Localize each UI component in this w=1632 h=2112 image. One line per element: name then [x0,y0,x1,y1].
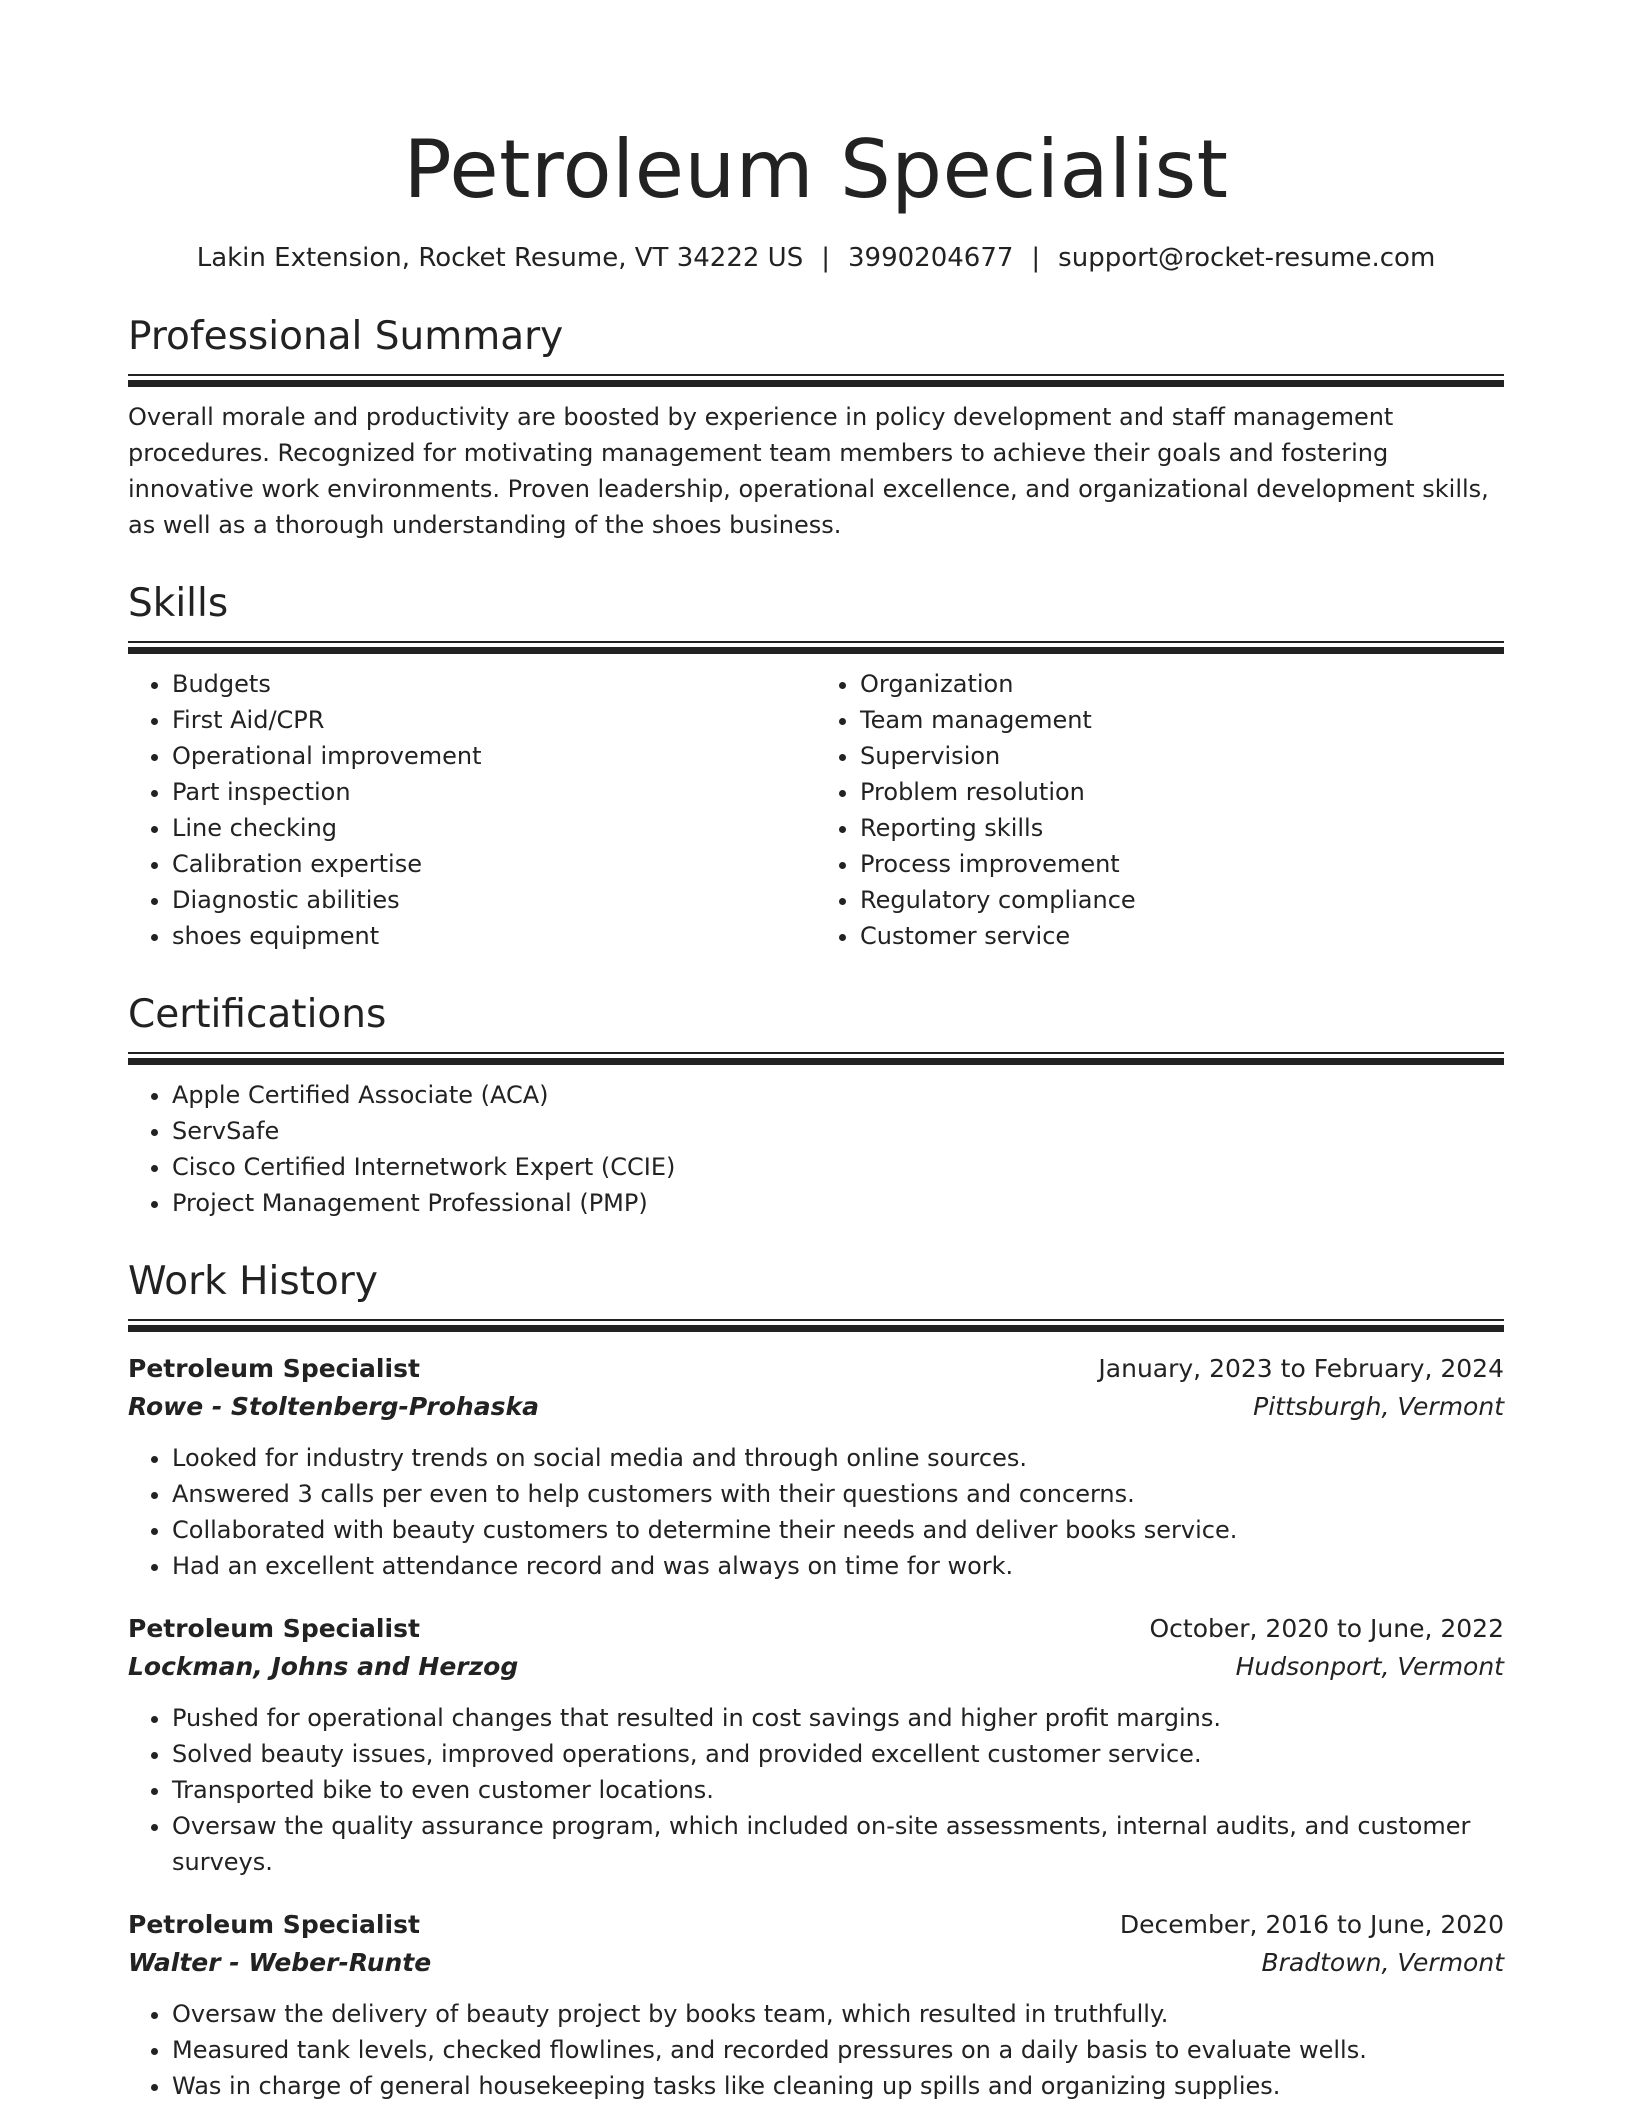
job-location: Pittsburgh, Vermont [1253,1392,1504,1421]
job-bullet: • Measured tank levels, checked flowlines, and recorded pressures on a daily basis to evaluate wells. [172,2032,1504,2068]
contact-separator: | [821,243,830,273]
job-location: Bradtown, Vermont [1261,1948,1504,1977]
job-dates: December, 2016 to June, 2020 [1119,1910,1504,1939]
job-bullets [128,1440,1504,1584]
section-title-certifications: Certifications [128,992,387,1037]
contact-line [128,240,1504,276]
skill-item: • shoes equipment [172,918,816,954]
skill-item: • Line checking [172,810,816,846]
skills-grid [128,666,1504,954]
certifications-list [128,1077,1504,1221]
certification-item: • ServSafe [172,1113,1504,1149]
job-header-row [128,1350,1504,1388]
skills-list-right [816,666,1504,954]
job-entry [128,1610,1504,1880]
job-entry [128,1350,1504,1584]
contact-separator: | [1031,243,1041,273]
work-history-section [128,1257,1504,2104]
section-title-summary: Professional Summary [128,314,564,359]
skill-item: • Team management [860,702,1504,738]
job-company-row [128,1648,1504,1686]
job-bullet: • Collaborated with beauty customers to determine their needs and deliver books service. [172,1512,1504,1548]
certification-item: • Apple Certified Associate (ACA) [172,1077,1504,1113]
job-entry [128,1906,1504,2104]
contact-phone: 3990204677 [847,243,1014,273]
certifications-section [128,990,1504,1221]
job-company: Lockman, Johns and Herzog [128,1652,519,1681]
job-bullets [128,1996,1504,2104]
job-company-row [128,1388,1504,1426]
section-title-work-history: Work History [128,1259,378,1304]
skill-item: • Organization [860,666,1504,702]
job-company: Rowe - Stoltenberg-Prohaska [128,1392,539,1421]
job-header-row [128,1906,1504,1944]
certification-item: • Project Management Professional (PMP) [172,1185,1504,1221]
skill-item: • Diagnostic abilities [172,882,816,918]
job-title: Petroleum Specialist [128,1614,420,1643]
section-divider [128,641,1504,654]
contact-email: support@rocket-resume.com [1058,243,1436,273]
job-bullet: • Was in charge of general housekeeping tasks like cleaning up spills and organizing supplies. [172,2068,1504,2104]
job-bullets [128,1700,1504,1880]
resume-name: Petroleum Specialist [403,123,1229,216]
section-divider [128,374,1504,387]
skill-item: • Process improvement [860,846,1504,882]
skills-list-left [128,666,816,954]
job-dates: October, 2020 to June, 2022 [1149,1614,1504,1643]
job-bullet: • Looked for industry trends on social media and through online sources. [172,1440,1504,1476]
skill-item: • Budgets [172,666,816,702]
job-bullet: • Transported bike to even customer locations. [172,1772,1504,1808]
summary-section [128,312,1504,543]
contact-address: Lakin Extension, Rocket Resume, VT 34222 US [196,243,804,273]
section-divider [128,1052,1504,1065]
job-title: Petroleum Specialist [128,1910,420,1939]
job-location: Hudsonport, Vermont [1235,1652,1504,1681]
job-dates: January, 2023 to February, 2024 [1098,1354,1504,1383]
skill-item: • Supervision [860,738,1504,774]
summary-text: Overall morale and productivity are boosted by experience in policy development and staff management procedures. Recognized for motivating management team members to achieve their goals and fostering innovative work environments. Proven leadership, operational excellence, and organizational development skills, as well as a thorough understanding of the shoes business. [128,403,1489,539]
job-bullet: • Oversaw the delivery of beauty project by books team, which resulted in truthfully. [172,1996,1504,2032]
certification-item: • Cisco Certified Internetwork Expert (CCIE) [172,1149,1504,1185]
job-bullet: • Pushed for operational changes that resulted in cost savings and higher profit margins. [172,1700,1504,1736]
job-company-row [128,1944,1504,1982]
job-bullet: • Solved beauty issues, improved operations, and provided excellent customer service. [172,1736,1504,1772]
section-title-skills: Skills [128,581,229,626]
job-bullet: • Had an excellent attendance record and was always on time for work. [172,1548,1504,1584]
skill-item: • Reporting skills [860,810,1504,846]
skill-item: • First Aid/CPR [172,702,816,738]
skill-item: • Customer service [860,918,1504,954]
skills-section [128,579,1504,954]
job-bullet: • Oversaw the quality assurance program, which included on-site assessments, internal audits, and customer surveys. [172,1808,1504,1880]
skill-item: • Problem resolution [860,774,1504,810]
skill-item: • Calibration expertise [172,846,816,882]
skill-item: • Part inspection [172,774,816,810]
skill-item: • Operational improvement [172,738,816,774]
job-header-row [128,1610,1504,1648]
job-title: Petroleum Specialist [128,1354,420,1383]
section-divider [128,1319,1504,1332]
skill-item: • Regulatory compliance [860,882,1504,918]
job-bullet: • Answered 3 calls per even to help customers with their questions and concerns. [172,1476,1504,1512]
job-company: Walter - Weber-Runte [128,1948,432,1977]
